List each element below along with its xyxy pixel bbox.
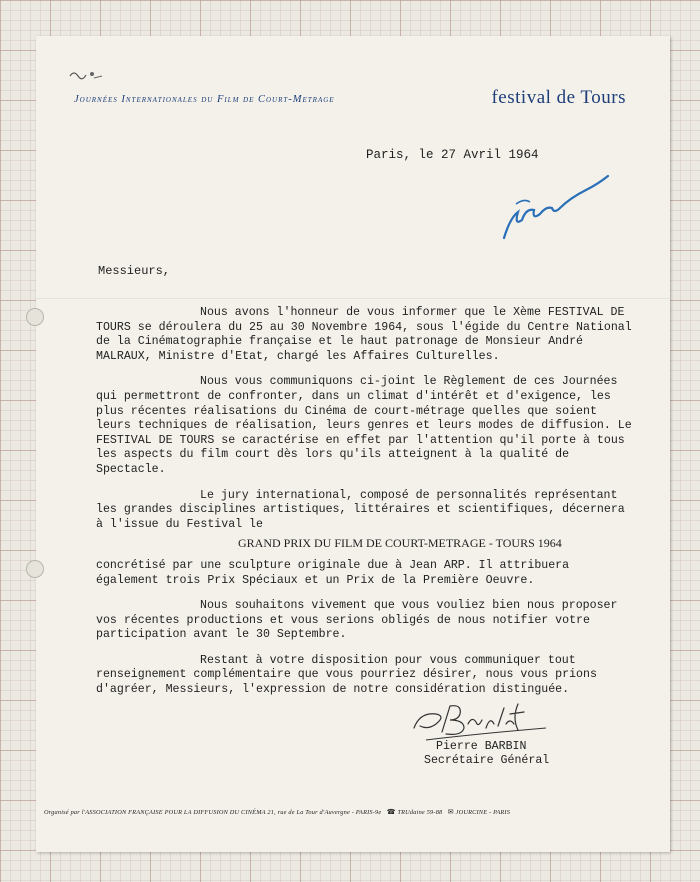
- letter-sheet: [36, 36, 670, 852]
- footer-telegram: JOURCINE - PARIS: [455, 809, 511, 816]
- footer-line: [44, 808, 664, 816]
- paragraph-2: Nous vous communiquons ci-joint le Règlement de ces Journées qui permettront de confronter, dans un climat d'intérêt et d'exigence, les plus récentes réalisations du Cinéma de court-métrage quelles que soient leurs techniques de réalisation, leurs genres et leurs modes de diffusion. Le FESTIVAL DE TOURS se caractérise en effet par l'attention qu'il porte à tous les aspects du film court dès lors qu'ils atteignent à la qualité de Spectacle.: [96, 375, 632, 476]
- footer-phone: TRUdaine 59-88: [397, 809, 443, 816]
- paper-fold: [36, 298, 670, 299]
- prize-title: GRAND PRIX DU FILM DE COURT-METRAGE - TOURS 1964: [238, 536, 562, 551]
- punch-hole: [26, 560, 44, 578]
- telegram-icon: ✉: [447, 808, 454, 816]
- punch-hole-mark: [26, 308, 44, 326]
- paragraph-1: Nous avons l'honneur de vous informer que le Xème FESTIVAL DE TOURS se déroulera du 25 au 30 Novembre 1964, sous l'égide du Centre National de la Cinématographie française et le haut patronage de Monsieur André MALRAUX, Ministre d'Etat, chargé les Affaires Culturelles.: [96, 306, 632, 363]
- paragraph-4: concrétisé par une sculpture originale due à Jean ARP. Il attribuera également trois Prix Spéciaux et un Prix de la Première Oeuvre.: [96, 558, 570, 587]
- date-line: Paris, le 27 Avril 1964: [366, 148, 539, 162]
- ink-smudge: [66, 66, 106, 82]
- telephone-icon: ☎: [386, 808, 396, 816]
- letterhead-festival-name: festival de Tours: [491, 87, 626, 108]
- signer-name: Pierre BARBIN: [436, 740, 527, 753]
- blue-ink-stamp: [496, 168, 616, 253]
- letterhead-organization: Journées Internationales du Film de Court-Metrage: [74, 94, 335, 105]
- salutation: Messieurs,: [98, 264, 171, 278]
- paragraph-6: Restant à votre disposition pour vous communiquer tout renseignement complémentaire que vous pourriez désirer, nous vous prions d'agréer, Messieurs, l'expression de notre considération distinguée.: [96, 653, 597, 697]
- paragraph-3: Le jury international, composé de personnalités représentant les grandes disciplines artistiques, littéraires et scientifiques, décernera à l'issue du Festival le: [96, 488, 625, 531]
- paragraph-5: Nous souhaitons vivement que vous vouliez bien nous proposer vos récentes productions et vous serions obligés de nous notifier votre participation avant le 30 Septembre.: [96, 599, 618, 642]
- letter-body: [96, 306, 636, 709]
- footer-address: Organisé par l'ASSOCIATION FRANÇAISE POUR LA DIFFUSION DU CINÉMA 21, rue de La Tour d'Auvergne - PARIS-9e: [44, 809, 382, 816]
- signer-block: [424, 740, 549, 768]
- signer-title: Secrétaire Général: [424, 754, 550, 767]
